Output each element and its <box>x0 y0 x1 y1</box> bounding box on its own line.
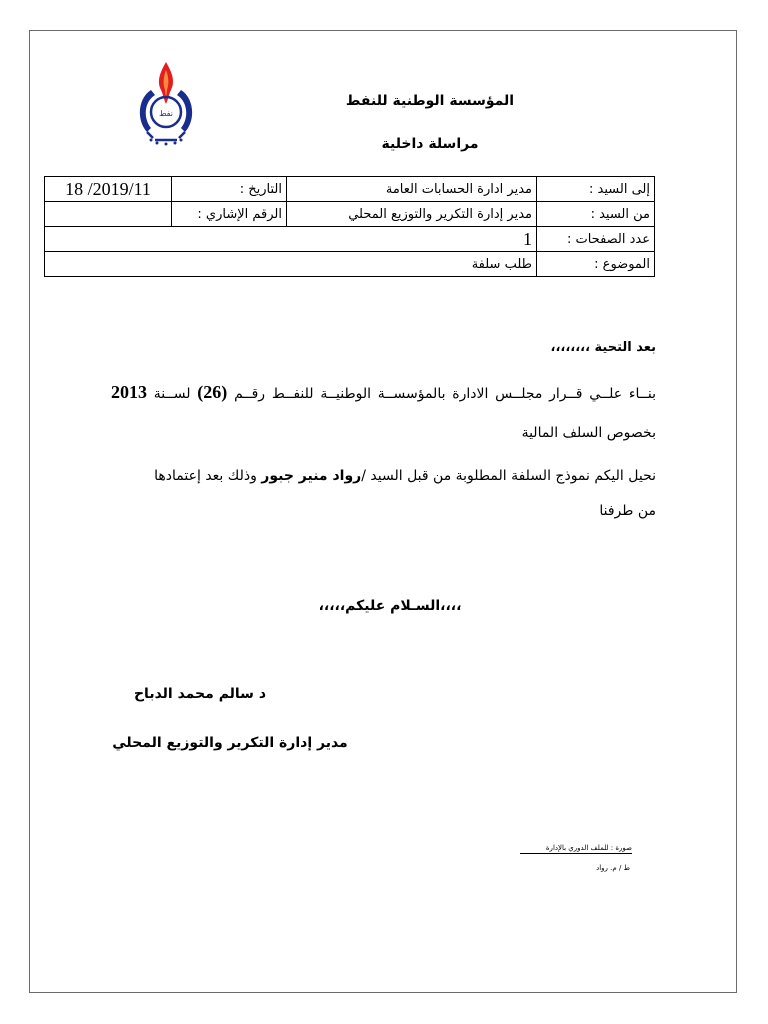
memo-header-table <box>44 176 655 277</box>
from-value: مدير إدارة التكرير والتوزيع المحلي <box>287 202 537 227</box>
table-row <box>45 252 655 277</box>
org-name: المؤسسة الوطنية للنفط <box>345 93 515 109</box>
body-line-4: من طرفنا <box>599 503 656 519</box>
subject-label: الموضوع : <box>537 252 655 277</box>
body-line-2: بخصوص السلف المالية <box>521 425 656 441</box>
from-label: من السيد : <box>537 202 655 227</box>
reference-initials: ط / م. رواد <box>596 864 630 872</box>
pages-label: عدد الصفحات : <box>537 227 655 252</box>
noc-logo <box>133 60 199 146</box>
document-type: مراسلة داخلية <box>381 136 479 152</box>
logo-text: نفط <box>159 109 173 118</box>
signatory-name: د سالم محمد الدباح <box>133 686 267 702</box>
logo-right-arc <box>177 90 192 132</box>
pages-value: 1 <box>45 227 537 252</box>
table-row <box>45 177 655 202</box>
ref-label: الرقم الإشاري : <box>172 202 287 227</box>
subject-value: طلب سلفة <box>45 252 537 277</box>
line3-start: نحيل اليكم نموذج السلفة المطلوبة من قبل السيد / <box>361 468 656 484</box>
table-row <box>45 227 655 252</box>
year-label: لســنة <box>153 386 191 402</box>
line3-end: وذلك بعد إعتمادها <box>154 468 257 484</box>
body-line-1 <box>111 382 656 403</box>
date-label: التاريخ : <box>172 177 287 202</box>
ref-value <box>45 202 172 227</box>
to-value: مدير ادارة الحسابات العامة <box>287 177 537 202</box>
table-row <box>45 202 655 227</box>
body-line-3 <box>154 468 656 484</box>
logo-left-arc <box>140 90 155 132</box>
decision-year: 2013 <box>111 382 147 402</box>
decision-number: (26) <box>197 382 228 402</box>
greeting: بعد التحية ،،،،،،،، <box>550 340 656 355</box>
line1-text: بنــاء علــي قــرار مجلــس الادارة بالمؤسســة الوطنيــة للنفــط رقــم <box>234 386 657 402</box>
to-label: إلى السيد : <box>537 177 655 202</box>
employee-name: رواد منير جبور <box>261 468 362 484</box>
closing-salutation: ،،،،السـلام عليكم،،،،، <box>318 598 462 614</box>
copy-note: صورة : للملف الدوري بالإدارة <box>520 844 632 854</box>
date-value: 2019/11/ 18 <box>45 177 172 202</box>
signatory-title: مدير إدارة التكرير والتوزيع المحلي <box>112 735 348 751</box>
